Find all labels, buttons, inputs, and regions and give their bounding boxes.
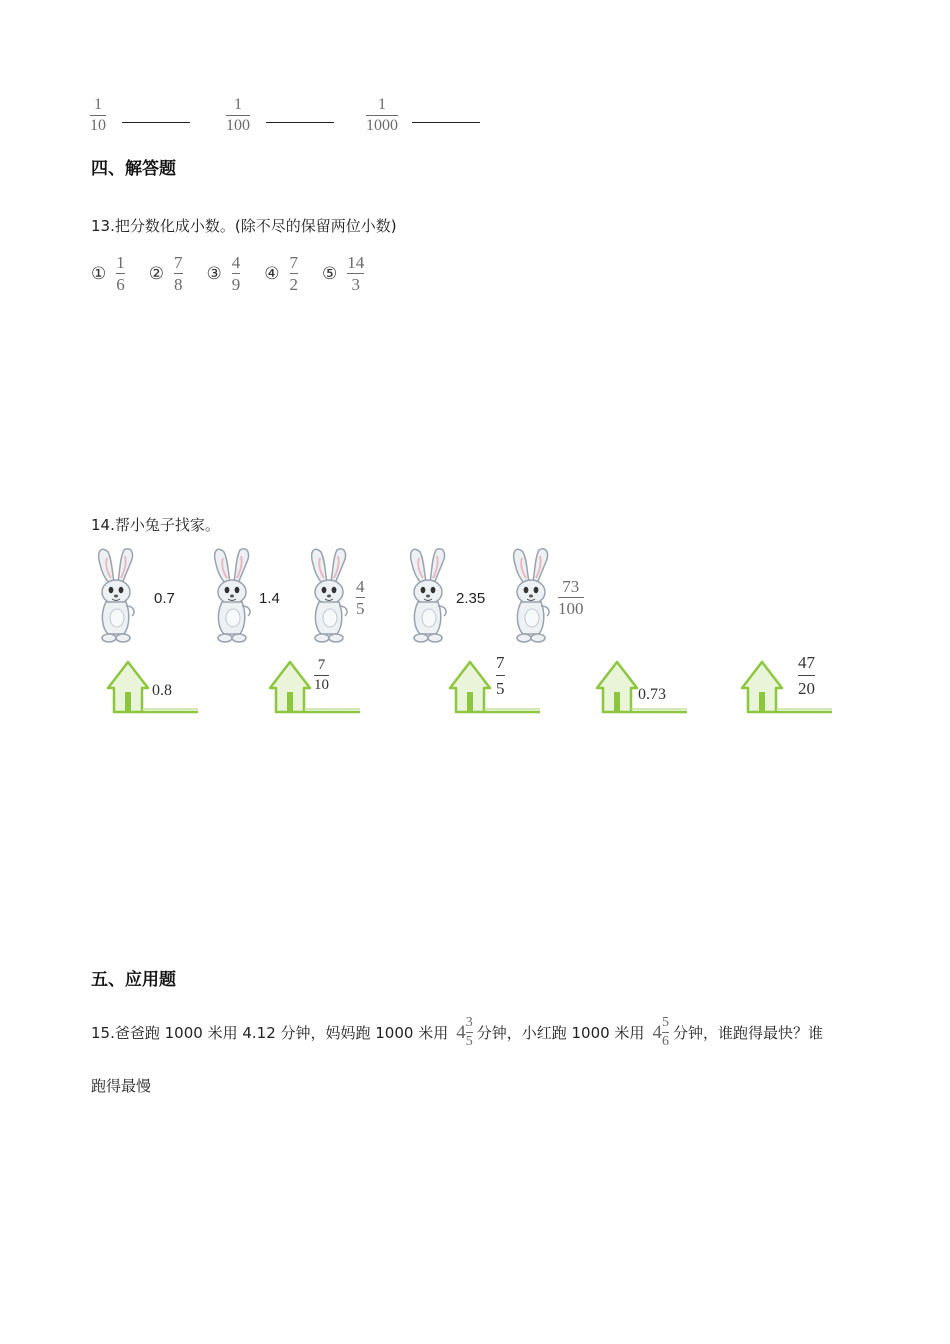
item-fraction: $\frac{7}{2}$ — [289, 253, 298, 294]
item-marker: ① — [91, 263, 107, 284]
answer-blank-2[interactable] — [266, 122, 334, 123]
house-label-1: 0.8 — [152, 682, 172, 699]
section-heading-4: 四、解答题 — [91, 159, 176, 179]
question-15-part-1: 15.爸爸跑 1000 米用 4.12 分钟，妈妈跑 1000 米用 — [91, 1024, 449, 1042]
house-icon — [740, 658, 834, 714]
top-fraction-3: $\frac{1}{1000}$ — [366, 96, 398, 134]
question-15-line-1 — [91, 1016, 871, 1049]
item-fraction: $\frac{1}{6}$ — [116, 253, 125, 294]
rabbit-fraction-5: 73 100 — [558, 577, 584, 618]
answer-blank-1[interactable] — [122, 122, 190, 123]
mixed-number-2: 4 $\frac{5}{6}$ — [652, 1015, 669, 1049]
question-15-part-3: 分钟，谁跑得最快？谁 — [672, 1024, 823, 1042]
answer-blank-3[interactable] — [412, 122, 480, 123]
rabbit-icon — [505, 546, 561, 646]
house-fraction-3: 7 5 — [496, 653, 505, 698]
house-fraction-5: 47 20 — [798, 653, 815, 698]
rabbit-icon — [206, 546, 262, 646]
house-icon — [448, 658, 542, 714]
item-fraction: $\frac{4}{9}$ — [231, 253, 241, 294]
rabbit-label-4: 2.35 — [456, 590, 486, 607]
question-15-part-2: 分钟，小红跑 1000 米用 — [476, 1024, 645, 1042]
section-heading-5: 五、应用题 — [91, 970, 176, 990]
item-marker: ③ — [206, 263, 222, 284]
rabbit-fraction-3: 4 5 — [356, 577, 365, 618]
top-fraction-1: $\frac{1}{10}$ — [90, 96, 106, 134]
mixed-number-1: 4 $\frac{3}{5}$ — [456, 1015, 473, 1049]
question-13-items — [91, 254, 364, 293]
house-label-4: 0.73 — [638, 686, 666, 703]
item-fraction: $\frac{14}{3}$ — [347, 253, 365, 294]
question-14-text: 14.帮小兔子找家。 — [91, 516, 220, 534]
item-marker: ⑤ — [322, 263, 338, 284]
question-15-line-2: 跑得最慢 — [91, 1077, 152, 1095]
item-marker: ② — [148, 263, 164, 284]
question-13-text: 13.把分数化成小数。(除不尽的保留两位小数) — [91, 217, 397, 235]
rabbit-label-2: 1.4 — [259, 590, 280, 607]
item-fraction: $\frac{7}{8}$ — [174, 253, 183, 294]
rabbit-label-1: 0.7 — [154, 590, 175, 607]
rabbit-icon — [303, 546, 359, 646]
house-fraction-2: 7 10 — [314, 657, 329, 693]
rabbit-icon — [402, 546, 458, 646]
top-fraction-2: $\frac{1}{100}$ — [226, 96, 250, 134]
rabbit-icon — [90, 546, 146, 646]
item-marker: ④ — [264, 263, 280, 284]
